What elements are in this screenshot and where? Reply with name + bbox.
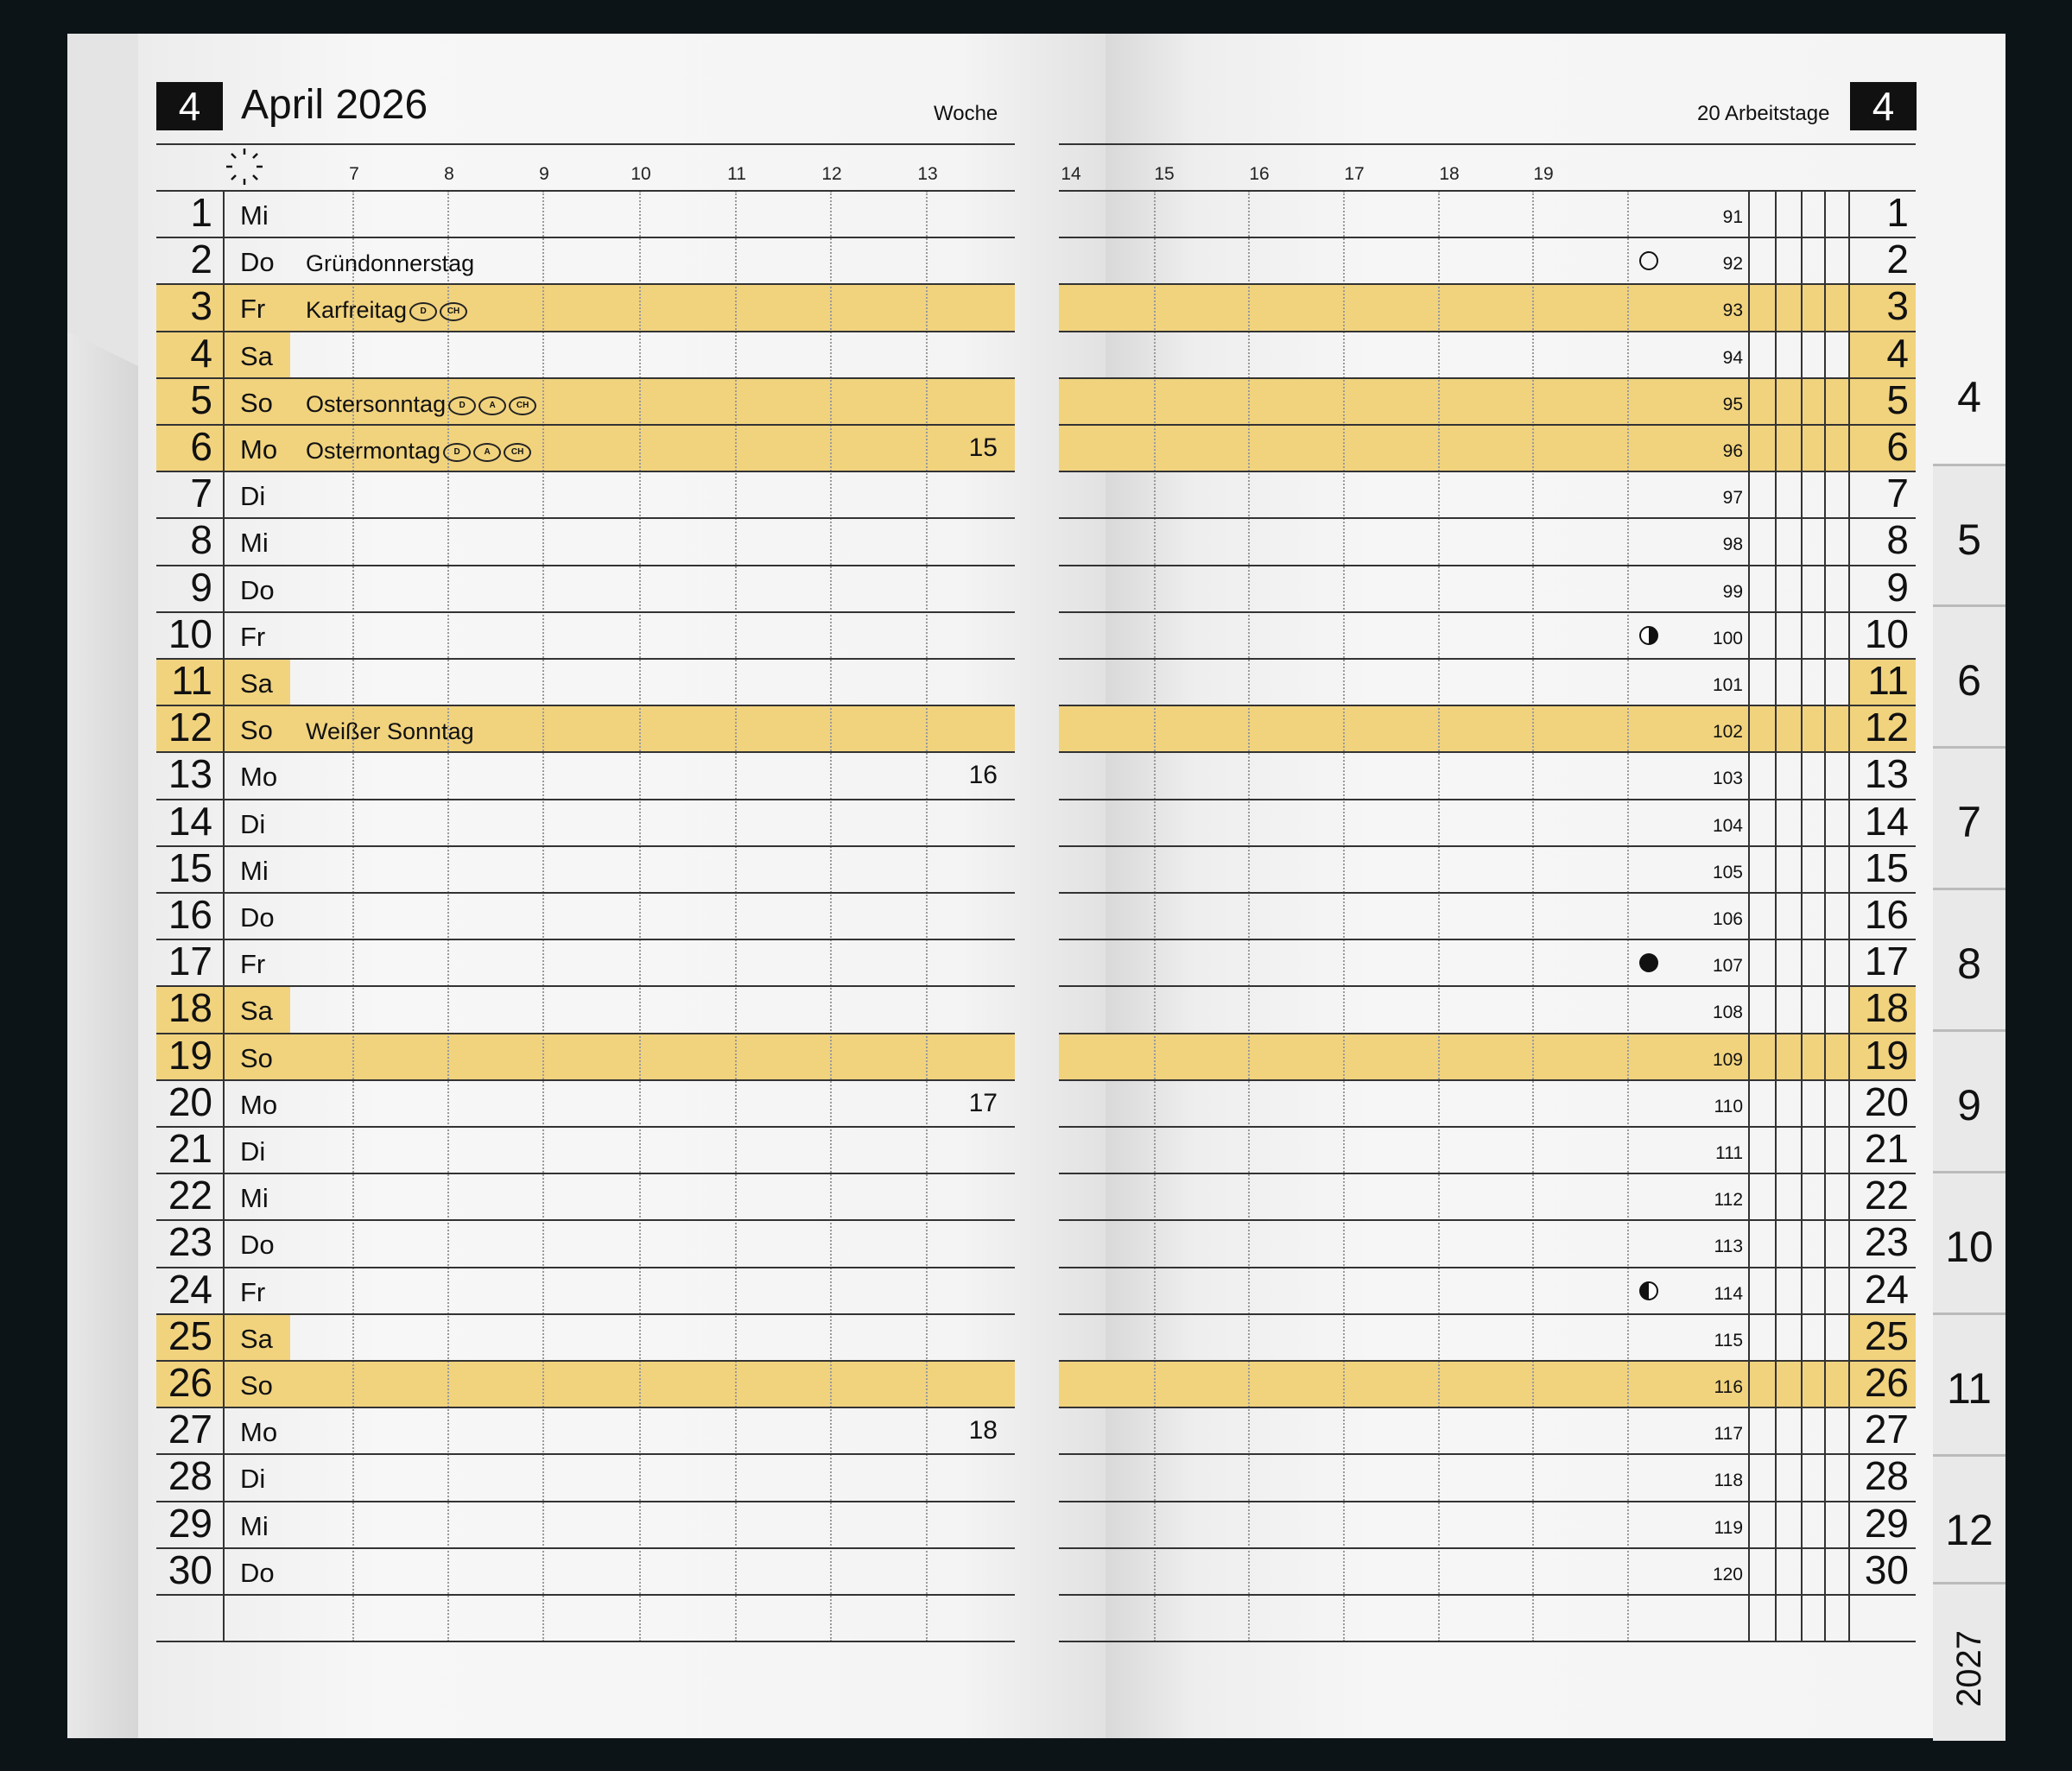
row-rule[interactable]	[156, 237, 1015, 238]
moon-first-icon	[1638, 1280, 1660, 1302]
day-number-right[interactable]: 6	[1886, 424, 1909, 469]
sunrise-icon	[223, 147, 266, 187]
country-badge: D	[409, 302, 437, 321]
row-rule[interactable]	[156, 565, 1015, 566]
hour-label[interactable]: 13	[917, 164, 938, 184]
weekday-label[interactable]: Fr	[240, 949, 266, 980]
day-number-right[interactable]: 20	[1864, 1078, 1909, 1124]
weekday-label[interactable]: Mo	[240, 762, 278, 793]
row-rule[interactable]	[1059, 1126, 1916, 1128]
hour-gridline[interactable]	[542, 191, 544, 1641]
day-of-year[interactable]: 118	[1714, 1471, 1743, 1491]
row-rule[interactable]	[1059, 1219, 1916, 1221]
month-tab-8[interactable]: 8	[1957, 939, 1981, 988]
weekday-label[interactable]: Do	[240, 247, 275, 278]
row-rule[interactable]	[1059, 283, 1916, 285]
row-rule[interactable]	[1059, 1079, 1916, 1081]
country-badge: D	[448, 396, 476, 415]
holiday-row-highlight[interactable]	[1059, 1361, 1916, 1407]
moon-new-icon	[1638, 952, 1660, 974]
month-tab-10[interactable]: 10	[1945, 1223, 1993, 1271]
day-number-right[interactable]: 11	[1867, 658, 1909, 703]
month-tab-5[interactable]: 5	[1957, 515, 1981, 564]
row-rule[interactable]	[1059, 331, 1916, 332]
row-rule[interactable]	[156, 471, 1015, 472]
day-of-year[interactable]: 103	[1712, 768, 1743, 789]
hour-label[interactable]: 14	[1061, 164, 1081, 184]
holiday-row-highlight[interactable]	[1059, 425, 1916, 471]
hour-gridline[interactable]	[1154, 191, 1156, 1641]
row-rule[interactable]	[156, 1079, 1015, 1081]
check-column-rule[interactable]	[1775, 191, 1777, 1641]
day-number[interactable]: 7	[190, 471, 212, 516]
holiday-name[interactable]	[306, 240, 474, 287]
weekday-label[interactable]: Di	[240, 481, 266, 512]
country-badge: A	[478, 396, 506, 415]
weekday-label[interactable]: Fr	[240, 1276, 266, 1307]
weekday-label[interactable]: Fr	[240, 294, 266, 325]
day-number[interactable]: 23	[168, 1219, 212, 1265]
header-rule[interactable]	[1059, 143, 1916, 145]
day-of-year[interactable]: 99	[1722, 581, 1743, 602]
day-number-right[interactable]: 2	[1886, 237, 1909, 282]
row-rule[interactable]	[156, 1407, 1015, 1408]
day-number[interactable]: 21	[168, 1126, 212, 1171]
day-of-year[interactable]: 92	[1722, 254, 1743, 275]
row-rule[interactable]	[1059, 1407, 1916, 1408]
row-rule[interactable]	[156, 611, 1015, 613]
hour-label[interactable]: 18	[1439, 164, 1460, 184]
row-rule[interactable]	[1059, 799, 1916, 800]
weekday-label[interactable]: Mi	[240, 855, 269, 886]
day-number-right[interactable]: 26	[1864, 1360, 1909, 1405]
row-rule[interactable]	[156, 1267, 1015, 1268]
weekday-label[interactable]: So	[240, 387, 273, 418]
row-rule[interactable]	[1059, 1033, 1916, 1034]
day-number-right[interactable]: 30	[1864, 1546, 1909, 1592]
row-rule[interactable]	[156, 190, 1015, 192]
day-of-year[interactable]: 106	[1712, 909, 1743, 929]
day-of-year[interactable]: 98	[1722, 534, 1743, 555]
row-rule[interactable]	[1059, 237, 1916, 238]
row-rule[interactable]	[156, 1547, 1015, 1549]
row-rule[interactable]	[156, 658, 1015, 660]
row-rule[interactable]	[156, 1641, 1015, 1642]
day-number[interactable]: 25	[168, 1312, 212, 1358]
day-number-right[interactable]: 1	[1886, 190, 1909, 235]
weekday-label[interactable]: Mi	[240, 1183, 269, 1214]
row-rule[interactable]	[1059, 1641, 1916, 1642]
day-number[interactable]: 12	[168, 705, 212, 750]
day-of-year[interactable]: 105	[1712, 862, 1743, 882]
row-rule[interactable]	[156, 705, 1015, 706]
check-column-rule[interactable]	[1801, 191, 1803, 1641]
weekday-label[interactable]: Mi	[240, 528, 269, 559]
weekday-label[interactable]: Di	[240, 1464, 266, 1495]
row-rule[interactable]	[1059, 471, 1916, 472]
hour-gridline[interactable]	[1438, 191, 1440, 1641]
holiday-row-highlight[interactable]	[156, 1361, 1015, 1407]
hour-label[interactable]: 8	[444, 164, 454, 184]
weekday-label[interactable]: So	[240, 715, 273, 746]
day-of-year[interactable]: 101	[1712, 675, 1743, 695]
hour-label[interactable]: 12	[821, 164, 842, 184]
row-rule[interactable]	[1059, 1173, 1916, 1174]
day-of-year[interactable]: 93	[1722, 300, 1743, 321]
day-of-year[interactable]: 95	[1722, 394, 1743, 414]
weekday-label[interactable]: Di	[240, 808, 266, 839]
row-rule[interactable]	[156, 1360, 1015, 1362]
weekday-label[interactable]: Sa	[240, 1323, 273, 1354]
month-tab-2027[interactable]: 2027	[1950, 1630, 1988, 1707]
day-of-year[interactable]: 114	[1714, 1283, 1743, 1304]
month-tab-7[interactable]: 7	[1957, 798, 1981, 846]
hour-gridline[interactable]	[926, 191, 928, 1641]
day-of-year[interactable]: 100	[1712, 628, 1743, 648]
day-number-right[interactable]: 13	[1864, 751, 1909, 797]
row-rule[interactable]	[1059, 377, 1916, 379]
day-number-right[interactable]: 22	[1864, 1173, 1909, 1218]
row-rule[interactable]	[1059, 517, 1916, 519]
day-number-right[interactable]: 19	[1864, 1032, 1909, 1078]
row-rule[interactable]	[156, 424, 1015, 426]
day-number-right[interactable]: 24	[1864, 1266, 1909, 1312]
day-of-year[interactable]: 91	[1722, 207, 1743, 227]
hour-gridline[interactable]	[830, 191, 832, 1641]
weekday-label[interactable]: Fr	[240, 621, 266, 652]
weekday-label[interactable]: Sa	[240, 996, 273, 1027]
workdays-label: 20 Arbeitstage	[1697, 102, 1830, 125]
calendar-week-number[interactable]: 16	[968, 761, 998, 790]
row-rule[interactable]	[156, 751, 1015, 753]
row-rule[interactable]	[1059, 424, 1916, 426]
week-label: Woche	[934, 102, 998, 125]
moon-last-icon	[1638, 624, 1660, 647]
row-rule[interactable]	[1059, 1501, 1916, 1502]
row-rule[interactable]	[156, 331, 1015, 332]
hour-label[interactable]: 11	[727, 164, 746, 184]
day-number-right[interactable]: 12	[1864, 705, 1909, 750]
day-number[interactable]: 1	[190, 190, 212, 235]
country-badge: D	[443, 443, 471, 462]
weekday-label[interactable]: So	[240, 1042, 273, 1073]
row-rule[interactable]	[1059, 1313, 1916, 1315]
day-number-right[interactable]: 7	[1886, 471, 1909, 516]
row-rule[interactable]	[156, 799, 1015, 800]
weekday-label[interactable]: Do	[240, 574, 275, 605]
row-rule[interactable]	[156, 985, 1015, 987]
day-number[interactable]: 9	[190, 564, 212, 610]
day-number[interactable]: 13	[168, 751, 212, 797]
holiday-row-highlight[interactable]	[156, 378, 1015, 425]
day-number[interactable]: 29	[168, 1500, 212, 1546]
row-rule[interactable]	[156, 1594, 1015, 1596]
day-number[interactable]: 19	[168, 1032, 212, 1078]
day-number[interactable]: 22	[168, 1173, 212, 1218]
row-rule[interactable]	[1059, 1360, 1916, 1362]
day-number-right[interactable]: 29	[1864, 1500, 1909, 1546]
day-column-rule[interactable]	[223, 191, 225, 1641]
day-number[interactable]: 3	[190, 283, 212, 329]
row-rule[interactable]	[156, 517, 1015, 519]
day-of-year[interactable]: 110	[1714, 1096, 1743, 1116]
row-rule[interactable]	[156, 1173, 1015, 1174]
day-number[interactable]: 10	[168, 610, 212, 656]
day-number[interactable]: 11	[171, 658, 212, 703]
hour-label[interactable]: 9	[539, 164, 549, 184]
holiday-name[interactable]	[306, 708, 474, 755]
day-number-right[interactable]: 18	[1864, 985, 1909, 1031]
country-badge: CH	[509, 396, 536, 415]
country-badge: A	[473, 443, 501, 462]
day-number[interactable]: 24	[168, 1266, 212, 1312]
weekday-label[interactable]: Mo	[240, 434, 278, 465]
day-number[interactable]: 27	[168, 1407, 212, 1452]
day-number-right[interactable]: 3	[1886, 283, 1909, 329]
day-of-year[interactable]: 94	[1722, 347, 1743, 368]
left-cover-edge	[67, 34, 138, 1738]
day-number-right[interactable]: 16	[1864, 892, 1909, 937]
day-number[interactable]: 16	[168, 892, 212, 937]
day-number[interactable]: 30	[168, 1546, 212, 1592]
holiday-text: Ostersonntag	[306, 390, 447, 417]
day-number[interactable]: 28	[168, 1453, 212, 1499]
row-rule[interactable]	[1059, 985, 1916, 987]
day-number[interactable]: 2	[190, 237, 212, 282]
day-number-right[interactable]: 23	[1864, 1219, 1909, 1265]
hour-label[interactable]: 19	[1533, 164, 1554, 184]
row-rule[interactable]	[1059, 1453, 1916, 1455]
weekday-label[interactable]: Do	[240, 1557, 275, 1588]
hour-gridline[interactable]	[735, 191, 737, 1641]
hour-gridline[interactable]	[1532, 191, 1534, 1641]
row-rule[interactable]	[1059, 611, 1916, 613]
holiday-name[interactable]	[306, 427, 531, 474]
month-tab-12[interactable]: 12	[1945, 1506, 1993, 1554]
moon-full-icon	[1638, 250, 1660, 272]
day-of-year[interactable]: 107	[1712, 956, 1743, 977]
row-rule[interactable]	[1059, 845, 1916, 847]
day-of-year[interactable]: 113	[1714, 1237, 1743, 1257]
day-number[interactable]: 14	[168, 798, 212, 844]
calendar-week-number[interactable]: 17	[968, 1088, 998, 1117]
holiday-row-highlight[interactable]	[156, 284, 1015, 331]
weekday-label[interactable]: Mi	[240, 1510, 269, 1541]
day-number-right[interactable]: 25	[1864, 1312, 1909, 1358]
day-number-right[interactable]: 15	[1864, 844, 1909, 890]
holiday-row-highlight[interactable]	[156, 1034, 1015, 1080]
month-number-box-right: 4	[1850, 82, 1917, 130]
hour-gridline[interactable]	[1343, 191, 1345, 1641]
day-number-right[interactable]: 21	[1864, 1126, 1909, 1171]
row-rule[interactable]	[1059, 1267, 1916, 1268]
holiday-name[interactable]	[306, 381, 536, 427]
holiday-row-highlight[interactable]	[1059, 1034, 1916, 1080]
day-number[interactable]: 15	[168, 844, 212, 890]
country-badge: CH	[440, 302, 467, 321]
holiday-name[interactable]	[306, 287, 467, 333]
hour-gridline[interactable]	[1627, 191, 1629, 1641]
check-column-rule[interactable]	[1748, 191, 1750, 1641]
weekday-label[interactable]: Do	[240, 902, 275, 933]
day-of-year[interactable]: 109	[1712, 1049, 1743, 1070]
check-column-rule[interactable]	[1824, 191, 1826, 1641]
page-title: April 2026	[241, 82, 428, 128]
row-rule[interactable]	[1059, 939, 1916, 940]
holiday-row-highlight[interactable]	[156, 425, 1015, 471]
day-number[interactable]: 6	[190, 424, 212, 469]
day-number[interactable]: 26	[168, 1360, 212, 1405]
weekday-label[interactable]: Mo	[240, 1089, 278, 1120]
day-number-right[interactable]: 9	[1886, 564, 1909, 610]
day-of-year[interactable]: 117	[1714, 1424, 1743, 1445]
day-of-year[interactable]: 104	[1712, 815, 1743, 836]
day-of-year[interactable]: 119	[1714, 1517, 1743, 1538]
row-rule[interactable]	[1059, 1594, 1916, 1596]
hour-label[interactable]: 15	[1154, 164, 1175, 184]
weekday-label[interactable]: Do	[240, 1230, 275, 1261]
day-of-year[interactable]: 111	[1715, 1143, 1743, 1163]
row-rule[interactable]	[156, 939, 1015, 940]
month-tab-4[interactable]: 4	[1957, 373, 1981, 421]
row-rule[interactable]	[1059, 658, 1916, 660]
day-of-year[interactable]: 112	[1714, 1190, 1743, 1211]
holiday-row-highlight[interactable]	[156, 705, 1015, 752]
holiday-text: Weißer Sonntag	[306, 718, 474, 745]
month-tab-9[interactable]: 9	[1957, 1081, 1981, 1129]
row-rule[interactable]	[156, 1453, 1015, 1455]
day-of-year[interactable]: 102	[1712, 722, 1743, 743]
weekday-label[interactable]: So	[240, 1370, 273, 1401]
holiday-text: Gründonnerstag	[306, 250, 475, 277]
country-badge: CH	[504, 443, 531, 462]
day-number[interactable]: 8	[190, 517, 212, 563]
day-number[interactable]: 4	[190, 330, 212, 376]
month-number-box: 4	[156, 82, 223, 130]
hour-label[interactable]: 16	[1249, 164, 1270, 184]
hour-gridline[interactable]	[1248, 191, 1250, 1641]
hour-label[interactable]: 17	[1344, 164, 1365, 184]
row-rule[interactable]	[156, 892, 1015, 894]
weekday-label[interactable]: Sa	[240, 340, 273, 371]
hour-label[interactable]: 7	[349, 164, 359, 184]
header-rule[interactable]	[156, 143, 1015, 145]
day-number-right[interactable]: 5	[1886, 376, 1909, 422]
row-rule[interactable]	[156, 1313, 1015, 1315]
day-number[interactable]: 17	[168, 939, 212, 984]
row-rule[interactable]	[1059, 705, 1916, 706]
row-rule[interactable]	[156, 1126, 1015, 1128]
weekday-label[interactable]: Mo	[240, 1417, 278, 1448]
day-number-right[interactable]: 17	[1864, 939, 1909, 984]
weekday-label[interactable]: Sa	[240, 668, 273, 699]
day-number-right[interactable]: 14	[1864, 798, 1909, 844]
day-number-right[interactable]: 8	[1886, 517, 1909, 563]
day-number[interactable]: 18	[168, 985, 212, 1031]
holiday-text: Ostermontag	[306, 438, 441, 464]
holiday-row-highlight[interactable]	[1059, 284, 1916, 331]
calendar-week-number[interactable]: 15	[968, 433, 998, 462]
weekday-label[interactable]: Mi	[240, 200, 269, 231]
day-number-right[interactable]: 4	[1886, 330, 1909, 376]
day-of-year[interactable]: 96	[1722, 441, 1743, 461]
day-number-right[interactable]: 28	[1864, 1453, 1909, 1499]
hour-label[interactable]: 10	[630, 164, 651, 184]
row-rule[interactable]	[156, 1501, 1015, 1502]
month-tab-6[interactable]: 6	[1957, 656, 1981, 705]
day-number-right[interactable]: 10	[1864, 610, 1909, 656]
month-tab-11[interactable]: 11	[1947, 1364, 1992, 1413]
holiday-row-highlight[interactable]	[1059, 705, 1916, 752]
day-of-year[interactable]: 108	[1712, 1003, 1743, 1023]
row-rule[interactable]	[1059, 892, 1916, 894]
weekday-label[interactable]: Di	[240, 1136, 266, 1167]
row-rule[interactable]	[156, 845, 1015, 847]
row-rule[interactable]	[1059, 1547, 1916, 1549]
day-of-year[interactable]: 97	[1722, 488, 1743, 509]
calendar-week-number[interactable]: 18	[968, 1416, 998, 1445]
day-of-year[interactable]: 115	[1714, 1330, 1743, 1350]
day-number-right[interactable]: 27	[1864, 1407, 1909, 1452]
hour-gridline[interactable]	[639, 191, 641, 1641]
row-rule[interactable]	[156, 1033, 1015, 1034]
holiday-row-highlight[interactable]	[1059, 378, 1916, 425]
day-number[interactable]: 20	[168, 1078, 212, 1124]
row-rule[interactable]	[1059, 751, 1916, 753]
row-rule[interactable]	[156, 283, 1015, 285]
day-of-year[interactable]: 120	[1712, 1564, 1743, 1584]
day-number[interactable]: 5	[190, 376, 212, 422]
row-rule[interactable]	[156, 377, 1015, 379]
holiday-text: Karfreitag	[306, 297, 408, 324]
day-of-year[interactable]: 116	[1714, 1377, 1743, 1397]
row-rule[interactable]	[1059, 190, 1916, 192]
row-rule[interactable]	[1059, 565, 1916, 566]
row-rule[interactable]	[156, 1219, 1015, 1221]
